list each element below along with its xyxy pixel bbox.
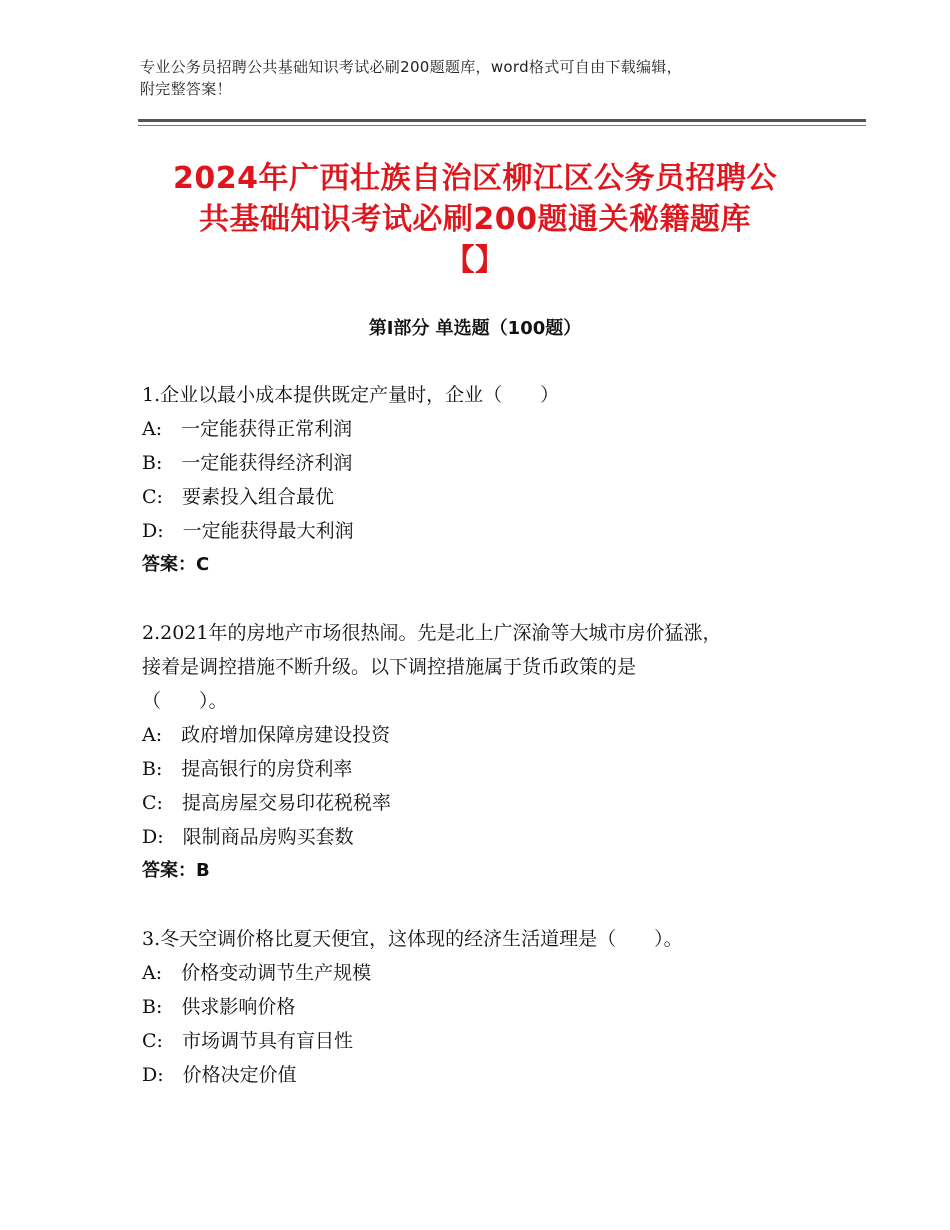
option-d: D: 一定能获得最大利润 xyxy=(142,520,354,542)
question-stem: 2.2021年的房地产市场很热闹。先是北上广深渝等大城市房价猛涨， xyxy=(142,622,722,644)
question-3 xyxy=(142,922,872,1092)
option-b: B: 供求影响价格 xyxy=(142,996,296,1018)
question-list xyxy=(142,378,872,1126)
option-a: A: 价格变动调节生产规模 xyxy=(142,962,372,984)
title-line: 共基础知识考试必刷200题通关秘籍题库 xyxy=(198,202,752,237)
title-line: 2024年广西壮族自治区柳江区公务员招聘公 xyxy=(173,161,777,196)
option-d: D: 价格决定价值 xyxy=(142,1064,297,1086)
question-stem: （ ）。 xyxy=(142,690,228,712)
option-c: C: 提高房屋交易印花税税率 xyxy=(142,792,391,814)
question-stem: 3.冬天空调价格比夏天便宜，这体现的经济生活道理是（ ）。 xyxy=(142,928,683,950)
answer: 答案：C xyxy=(142,554,210,575)
question-1 xyxy=(142,378,872,582)
option-a: A: 政府增加保障房建设投资 xyxy=(142,724,391,746)
option-d: D: 限制商品房购买套数 xyxy=(142,826,354,848)
option-a: A: 一定能获得正常利润 xyxy=(142,418,353,440)
option-b: B: 一定能获得经济利润 xyxy=(142,452,353,474)
header-note-line: 附完整答案！ xyxy=(140,80,232,98)
answer: 答案：B xyxy=(142,860,210,881)
header-divider-thin xyxy=(138,125,866,126)
header-divider xyxy=(138,119,866,122)
header-note-line: 专业公务员招聘公共基础知识考试必刷200题题库，word格式可自由下载编辑， xyxy=(140,58,682,76)
section-title: 第Ⅰ部分 单选题（100题） xyxy=(368,318,582,339)
header-note xyxy=(140,56,860,100)
question-stem: 接着是调控措施不断升级。以下调控措施属于货币政策的是 xyxy=(142,656,637,678)
title-line: 【】 xyxy=(444,243,506,278)
document-title xyxy=(130,158,820,281)
option-c: C: 市场调节具有盲目性 xyxy=(142,1030,353,1052)
question-2 xyxy=(142,616,872,888)
option-c: C: 要素投入组合最优 xyxy=(142,486,334,508)
option-b: B: 提高银行的房贷利率 xyxy=(142,758,353,780)
question-stem: 1.企业以最小成本提供既定产量时，企业（ ） xyxy=(142,384,560,406)
